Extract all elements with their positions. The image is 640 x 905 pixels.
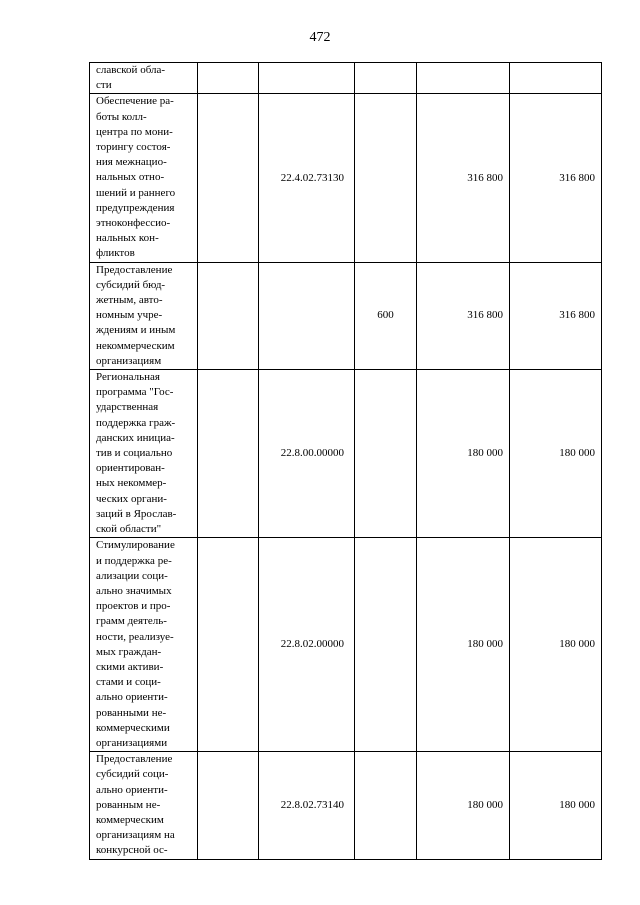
amount-cell: 180 000: [510, 370, 602, 538]
page-number: 472: [309, 30, 331, 45]
amount-cell: 180 000: [510, 538, 602, 752]
table-row: [90, 370, 602, 538]
amount-cell: 180 000: [510, 752, 602, 859]
amount-cell: [417, 63, 510, 94]
expense-type-cell: [355, 94, 417, 262]
row-name-cell: Стимулирование и поддержка ре- ализации соци- ально значимых проектов и про- грамм деятель- ности, реализуе- мых граждан- скими активи- стами и соци- ально ориенти- рованными не- коммерческими организациями: [90, 538, 198, 752]
table-row: [90, 262, 602, 369]
amount-cell: [510, 63, 602, 94]
empty-cell: [198, 752, 259, 859]
empty-cell: [198, 94, 259, 262]
table-row: [90, 538, 602, 752]
budget-table: [89, 62, 602, 860]
row-name-cell: Предоставление субсидий соци- ально ориенти- рованным не- коммерческим организациям на конкурсной ос-: [90, 752, 198, 859]
amount-cell: 180 000: [417, 752, 510, 859]
code-cell: [259, 262, 355, 369]
code-cell: 22.8.02.00000: [259, 538, 355, 752]
table-row: [90, 94, 602, 262]
amount-cell: 316 800: [417, 262, 510, 369]
empty-cell: [198, 538, 259, 752]
expense-type-cell: [355, 538, 417, 752]
empty-cell: [198, 370, 259, 538]
code-cell: 22.4.02.73130: [259, 94, 355, 262]
empty-cell: [198, 63, 259, 94]
amount-cell: 180 000: [417, 370, 510, 538]
amount-cell: 316 800: [510, 94, 602, 262]
empty-cell: [198, 262, 259, 369]
code-cell: [259, 63, 355, 94]
row-name-cell: славской обла- сти: [90, 63, 198, 94]
amount-cell: 316 800: [510, 262, 602, 369]
expense-type-cell: [355, 370, 417, 538]
row-name-cell: Предоставление субсидий бюд- жетным, авто- номным учре- ждениям и иным некоммерческим организациям: [90, 262, 198, 369]
table-row: [90, 63, 602, 94]
expense-type-cell: [355, 63, 417, 94]
amount-cell: 316 800: [417, 94, 510, 262]
row-name-cell: Региональная программа "Гос- ударственная поддержка граж- данских инициа- тив и социально ориентирован- ных некоммер- ческих органи- заций в Ярослав- ской области": [90, 370, 198, 538]
code-cell: 22.8.00.00000: [259, 370, 355, 538]
expense-type-cell: 600: [355, 262, 417, 369]
row-name-cell: Обеспечение ра- боты колл- центра по мони- торингу состоя- ния межнацио- нальных отно- шений и раннего предупреждения этноконфессио- нальных кон- фликтов: [90, 94, 198, 262]
table-row: [90, 752, 602, 859]
code-cell: 22.8.02.73140: [259, 752, 355, 859]
amount-cell: 180 000: [417, 538, 510, 752]
expense-type-cell: [355, 752, 417, 859]
